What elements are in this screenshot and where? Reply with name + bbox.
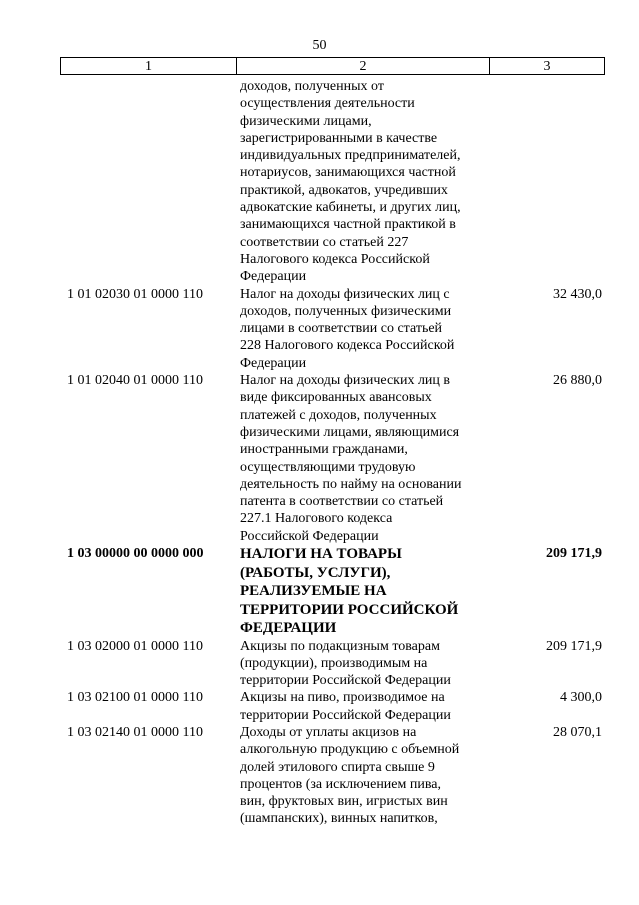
amount: 209 171,9 bbox=[546, 638, 602, 654]
table-row-section-total bbox=[60, 545, 605, 638]
amount: 26 880,0 bbox=[553, 373, 602, 389]
amount: 28 070,1 bbox=[553, 725, 602, 740]
amount: 4 300,0 bbox=[560, 690, 602, 706]
classification-code bbox=[60, 78, 240, 286]
table-row bbox=[60, 638, 605, 690]
table-row bbox=[60, 78, 605, 286]
table-body bbox=[60, 78, 605, 828]
classification-code: 1 03 02140 01 0000 110 bbox=[67, 725, 203, 740]
revenue-description: Акцизы по подакцизным товарам (продукции), производимым на территории Российской Федерации bbox=[240, 638, 451, 689]
header-col-1: 1 bbox=[61, 58, 237, 74]
classification-code: 1 01 02040 01 0000 110 bbox=[67, 373, 203, 389]
classification-code: 1 03 00000 00 0000 000 bbox=[67, 546, 204, 562]
classification-code: 1 03 02100 01 0000 110 bbox=[67, 690, 203, 706]
header-col-3: 3 bbox=[543, 59, 551, 74]
amount bbox=[493, 78, 605, 286]
amount: 32 430,0 bbox=[553, 286, 602, 302]
revenue-description: Доходы от уплаты акцизов на алкогольную продукцию с объемной долей этилового спирта свыше 9 процентов (за исключением пива, вин, фруктовых вин, игристых вин (шампанских), винных напитков, bbox=[240, 725, 460, 827]
revenue-description: доходов, полученных от осуществления деятельности физическими лицами, зарегистрированными в качестве индивидуальных предпринимателей, нотариусов, занимающихся частной практикой, адвокатов, учредивших адвокатские кабинеты, и других лиц, занимающихся частной практикой в соответствии со статьей 227 Налогового кодекса Российской Федерации bbox=[240, 79, 461, 285]
table-header bbox=[60, 57, 605, 75]
page-number: 50 bbox=[312, 38, 327, 53]
table-row bbox=[60, 689, 605, 724]
revenue-description: Акцизы на пиво, производимое на территории Российской Федерации bbox=[240, 690, 451, 723]
table-row bbox=[60, 724, 605, 828]
classification-code: 1 03 02000 01 0000 110 bbox=[67, 638, 203, 654]
table-row bbox=[60, 372, 605, 545]
amount: 209 171,9 bbox=[546, 546, 602, 562]
revenue-description: НАЛОГИ НА ТОВАРЫ (РАБОТЫ, УСЛУГИ), РЕАЛИЗУЕМЫЕ НА ТЕРРИТОРИИ РОССИЙСКОЙ ФЕДЕРАЦИИ bbox=[240, 546, 459, 637]
table-row bbox=[60, 286, 605, 372]
header-col-2: 2 bbox=[237, 58, 490, 74]
revenue-description: Налог на доходы физических лиц с доходов, полученных физическими лицами в соответствии со статьей 228 Налогового кодекса Российской Федерации bbox=[240, 286, 455, 371]
revenue-description: Налог на доходы физических лиц в виде фиксированных авансовых платежей с доходов, полученных физическими лицами, являющимися иностранными гражданами, осуществляющими трудовую деятельность по найму на основании патента в соответствии со статьей 227.1 Налогового кодекса Российской Федерации bbox=[240, 373, 462, 544]
classification-code: 1 01 02030 01 0000 110 bbox=[67, 286, 203, 302]
